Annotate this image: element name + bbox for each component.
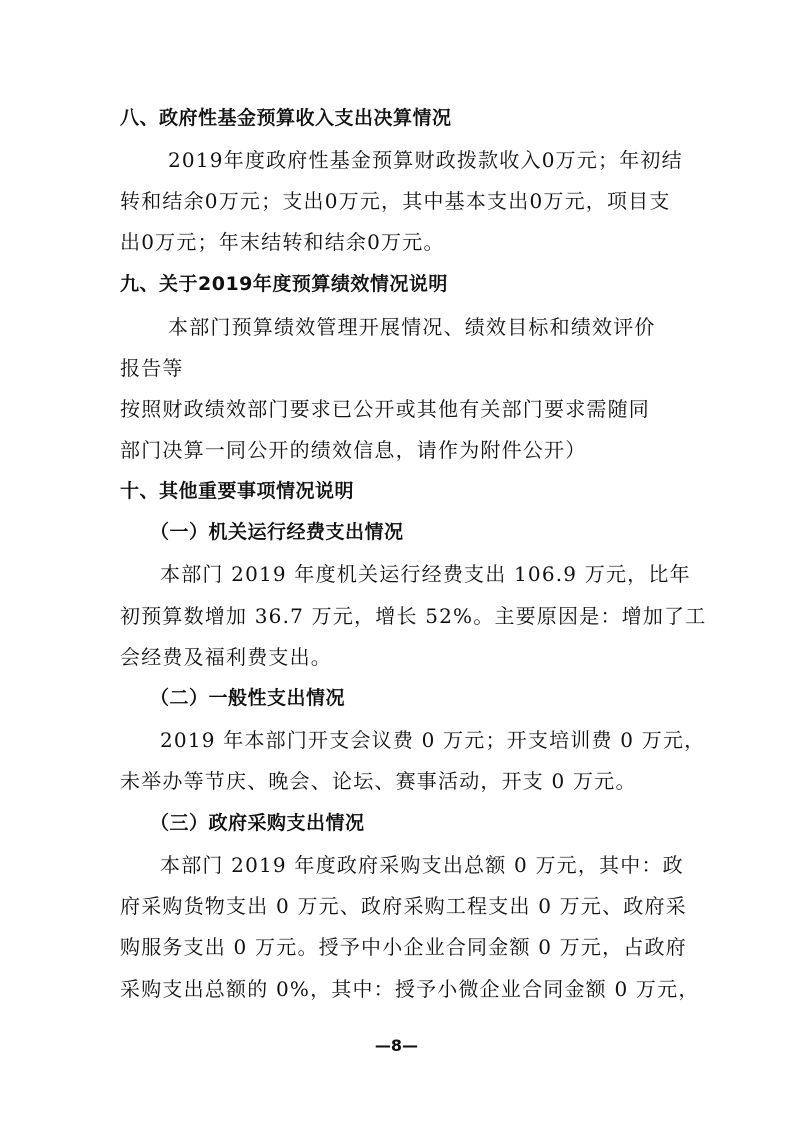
section-9-line-3: 按照财政绩效部门要求已公开或其他有关部门要求需随同 [120,397,650,421]
section-9-line-1: 本部门预算绩效管理开展情况、绩效目标和绩效评价 [168,315,656,339]
page-number: —8— [374,1036,419,1055]
subsection-1-heading: （一）机关运行经费支出情况 [150,521,404,543]
subsection-3-line-3: 购服务支出 0 万元。授予中小企业合同金额 0 万元，占政府 [120,935,687,959]
section-8-line-1: 2019年度政府性基金预算财政拨款收入0万元；年初结 [168,148,683,172]
section-9-line-4: 部门决算一同公开的绩效信息，请作为附件公开） [120,438,587,462]
subsection-1-line-3: 会经费及福利费支出。 [120,645,332,669]
section-8-heading: 八、政府性基金预算收入支出决算情况 [120,107,452,129]
subsection-2-line-2: 未举办等节庆、晚会、论坛、赛事活动，开支 0 万元。 [120,769,637,793]
section-8-line-3: 出0万元；年末结转和结余0万元。 [120,230,445,254]
section-9-line-2: 报告等 [120,356,184,380]
subsection-2-heading: （二）一般性支出情况 [150,687,346,709]
subsection-3-line-1: 本部门 2019 年度政府采购支出总额 0 万元，其中：政 [160,853,684,877]
subsection-1-line-2: 初预算数增加 36.7 万元，增长 52%。主要原因是：增加了工 [120,604,707,628]
subsection-3-heading: （三）政府采购支出情况 [150,812,365,834]
section-10-heading: 十、其他重要事项情况说明 [120,480,355,502]
section-8-line-2: 转和结余0万元；支出0万元，其中基本支出0万元，项目支 [120,189,671,213]
subsection-1-line-1: 本部门 2019 年度机关运行经费支出 106.9 万元，比年 [160,562,691,586]
section-9-heading: 九、关于2019年度预算绩效情况说明 [120,273,448,295]
subsection-3-line-4: 采购支出总额的 0%，其中：授予小微企业合同金额 0 万元， [120,977,700,1001]
subsection-2-line-1: 2019 年本部门开支会议费 0 万元；开支培训费 0 万元， [160,728,706,752]
subsection-3-line-2: 府采购货物支出 0 万元、政府采购工程支出 0 万元、政府采 [120,894,687,918]
